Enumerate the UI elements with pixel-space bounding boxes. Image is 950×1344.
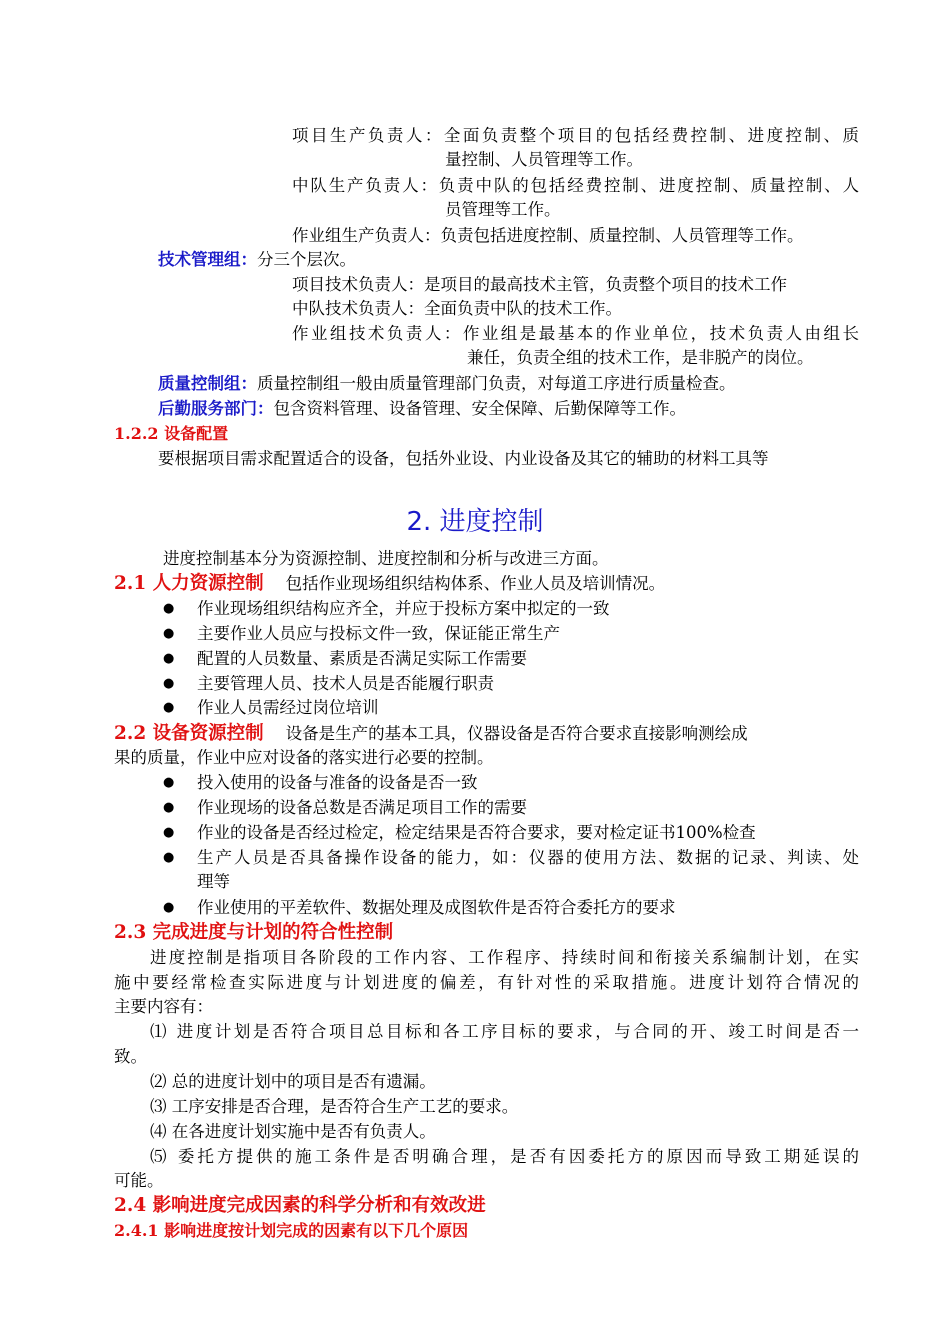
bullet-2-2-1: 投入使用的设备与准备的设备是否一致: [197, 773, 478, 792]
section-2-3-para-1: 进度控制是指项目各阶段的工作内容、工作程序、持续时间和衔接关系编制计划，在实: [150, 948, 859, 967]
bullet-dot: ●: [163, 700, 175, 715]
bullet-dot: ●: [163, 900, 175, 915]
bullet-2-2-5: 作业使用的平差软件、数据处理及成图软件是否符合委托方的要求: [197, 898, 676, 917]
bullet-dot: ●: [163, 651, 175, 666]
logistics-line: [158, 397, 686, 421]
tech-group-text: 分三个层次。: [257, 250, 356, 269]
bullet-2-1-4: 主要管理人员、技术人员是否能履行职责: [197, 674, 494, 693]
bullet-dot: ●: [163, 676, 175, 691]
tech-line-1: 项目技术负责人：是项目的最高技术主管，负责整个项目的技术工作: [292, 275, 787, 294]
chapter-2-intro: 进度控制基本分为资源控制、进度控制和分析与改进三方面。: [163, 549, 609, 568]
logistics-text: 包含资料管理、设备管理、安全保障、后勤保障等工作。: [273, 399, 686, 418]
bullet-2-2-3: 作业的设备是否经过检定，检定结果是否符合要求，要对检定证书100%检查: [197, 823, 756, 842]
tech-line-2: 中队技术负责人：全面负责中队的技术工作。: [292, 299, 622, 318]
chapter-2-title: 2. 进度控制: [406, 507, 544, 537]
heading-2-4-1: 2.4.1 影响进度按计划完成的因素有以下几个原因: [114, 1221, 469, 1240]
section-2-2-line: [114, 722, 748, 746]
prod-line-3: 中队生产负责人：负责中队的包括经费控制、进度控制、质量控制、人: [292, 176, 859, 195]
bullet-2-1-5: 作业人员需经过岗位培训: [197, 698, 379, 717]
bullet-dot: ●: [163, 626, 175, 641]
bullet-2-2-4-cont: 理等: [197, 872, 230, 891]
section-2-1-line: [114, 572, 665, 596]
heading-1-2-2: 1.2.2 设备配置: [114, 424, 229, 443]
bullet-2-2-2: 作业现场的设备总数是否满足项目工作的需要: [197, 798, 527, 817]
heading-2-1: 2.1 人力资源控制: [114, 573, 264, 594]
item-5-cont: 可能。: [114, 1171, 164, 1190]
item-5: ⑸ 委托方提供的施工条件是否明确合理，是否有因委托方的原因而导致工期延误的: [150, 1147, 859, 1166]
section-2-2-text-2: 果的质量，作业中应对设备的落实进行必要的控制。: [114, 748, 494, 767]
bullet-2-1-3: 配置的人员数量、素质是否满足实际工作需要: [197, 649, 527, 668]
prod-line-2: 量控制、人员管理等工作。: [445, 150, 643, 169]
bullet-dot: ●: [163, 800, 175, 815]
section-2-2-text-1: 设备是生产的基本工具，仪器设备是否符合要求直接影响测绘成: [285, 724, 748, 743]
prod-line-1: 项目生产负责人：全面负责整个项目的包括经费控制、进度控制、质: [292, 126, 859, 145]
bullet-dot: ●: [163, 601, 175, 616]
quality-group-label: 质量控制组：: [158, 374, 257, 393]
bullet-dot: ●: [163, 825, 175, 840]
item-2: ⑵ 总的进度计划中的项目是否有遗漏。: [150, 1072, 436, 1091]
tech-group-label: 技术管理组：: [158, 250, 257, 269]
item-3: ⑶ 工序安排是否合理，是否符合生产工艺的要求。: [150, 1097, 519, 1116]
section-2-1-text: 包括作业现场组织结构体系、作业人员及培训情况。: [285, 574, 666, 593]
tech-group-line: [158, 248, 356, 272]
section-2-3-para-3: 主要内容有：: [114, 997, 213, 1016]
logistics-label: 后勤服务部门：: [158, 399, 274, 418]
quality-group-text: 质量控制组一般由质量管理部门负责，对每道工序进行质量检查。: [257, 374, 736, 393]
equipment-config-text: 要根据项目需求配置适合的设备，包括外业设、内业设备及其它的辅助的材料工具等: [158, 449, 769, 468]
prod-line-5: 作业组生产负责人：负责包括进度控制、质量控制、人员管理等工作。: [292, 226, 804, 245]
item-1-cont: 致。: [114, 1047, 147, 1066]
heading-2-3: 2.3 完成进度与计划的符合性控制: [114, 922, 394, 943]
bullet-2-1-2: 主要作业人员应与投标文件一致，保证能正常生产: [197, 624, 560, 643]
prod-line-4: 员管理等工作。: [445, 200, 561, 219]
bullet-dot: ●: [163, 850, 175, 865]
quality-group-line: [158, 372, 736, 396]
bullet-2-1-1: 作业现场组织结构应齐全，并应于投标方案中拟定的一致: [197, 599, 610, 618]
bullet-dot: ●: [163, 775, 175, 790]
heading-2-2: 2.2 设备资源控制: [114, 723, 264, 744]
bullet-2-2-4: 生产人员是否具备操作设备的能力，如：仪器的使用方法、数据的记录、判读、处: [197, 848, 859, 867]
section-2-3-para-2: 施中要经常检查实际进度与计划进度的偏差，有针对性的采取措施。进度计划符合情况的: [114, 973, 859, 992]
heading-2-4: 2.4 影响进度完成因素的科学分析和有效改进: [114, 1195, 486, 1216]
tech-line-3: 作业组技术负责人：作业组是最基本的作业单位，技术负责人由组长: [292, 324, 859, 343]
item-1: ⑴ 进度计划是否符合项目总目标和各工序目标的要求，与合同的开、竣工时间是否一: [150, 1022, 859, 1041]
item-4: ⑷ 在各进度计划实施中是否有负责人。: [150, 1122, 436, 1141]
tech-line-4: 兼任，负责全组的技术工作，是非脱产的岗位。: [467, 348, 814, 367]
